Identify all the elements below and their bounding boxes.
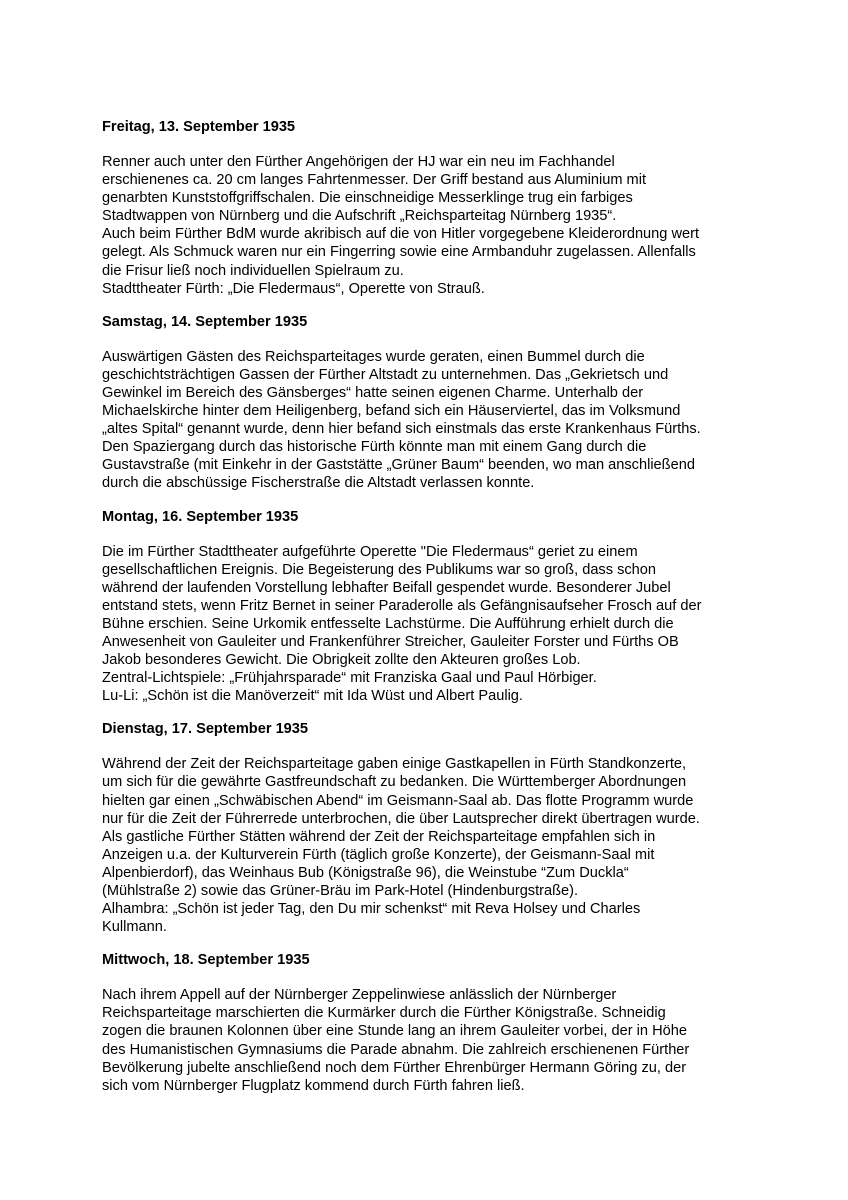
text-line: Den Spaziergang durch das historische Fürth könnte man mit einem Gang durch die <box>102 439 647 456</box>
text-line: zogen die braunen Kolonnen über eine Stunde lang an ihrem Gauleiter vorbei, der in Höhe <box>102 1023 687 1040</box>
text-line: geschichtsträchtigen Gassen der Fürther Altstadt zu unternehmen. Das „Gekrietsch und <box>102 366 669 383</box>
text-line: entstand stets, wenn Fritz Bernet in seiner Paraderolle als Gefängnisaufseher Frosch auf der <box>102 597 702 614</box>
text-line: Gewinkel im Bereich des Gänsberges“ hatte seinen eigenen Charme. Unterhalb der <box>102 384 644 401</box>
text-line: Anwesenheit von Gauleiter und Frankenführer Streicher, Gauleiter Forster und Fürths OB <box>102 633 679 650</box>
entry-date-heading: Mittwoch, 18. September 1935 <box>102 952 310 969</box>
text-line: Michaelskirche hinter dem Heiligenberg, befand sich ein Häuserviertel, das im Volksmund <box>102 403 681 420</box>
entry-date-heading: Dienstag, 17. September 1935 <box>102 721 309 738</box>
text-line: Die im Fürther Stadttheater aufgeführte Operette "Die Fledermaus“ geriet zu einem <box>102 543 638 560</box>
text-line: sich vom Nürnberger Flugplatz kommend durch Fürth fahren ließ. <box>102 1077 525 1094</box>
text-line: Auch beim Fürther BdM wurde akribisch auf die von Hitler vorgegebene Kleiderordnung wert <box>102 226 700 243</box>
text-line: Gustavstraße (mit Einkehr in der Gaststätte „Grüner Baum“ beenden, wo man anschließend <box>102 457 695 474</box>
entry-date-heading: Freitag, 13. September 1935 <box>102 119 296 135</box>
text-line: Bevölkerung jubelte anschließend noch dem Fürther Ehrenbürger Hermann Göring zu, der <box>102 1059 687 1076</box>
text-line: Lu-Li: „Schön ist die Manöverzeit“ mit Ida Wüst und Albert Paulig. <box>102 688 523 705</box>
entry-date-heading: Montag, 16. September 1935 <box>102 508 299 525</box>
entry-body-text <box>102 543 842 706</box>
text-line: genarbten Kunststoffgriffschalen. Die einschneidige Messerklinge trug ein farbiges <box>102 190 633 207</box>
text-line: Reichsparteitage marschierten die Kurmärker durch die Fürther Königstraße. Schneidig <box>102 1005 666 1022</box>
text-line: gesellschaftlichen Ereignis. Die Begeisterung des Publikums war so groß, dass schon <box>102 561 657 578</box>
entry-dienstag-17-september <box>102 720 842 936</box>
entry-mittwoch-18-september <box>102 951 842 1095</box>
text-line: nur für die Zeit der Führerrede unterbrochen, die über Lautsprecher direkt übertragen wurde. <box>102 810 700 827</box>
entry-body-text <box>102 755 842 936</box>
text-line: Alhambra: „Schön ist jeder Tag, den Du mir schenkst“ mit Reva Holsey und Charles <box>102 901 641 918</box>
entry-body-text <box>102 153 842 298</box>
text-line: um sich für die gewährte Gastfreundschaft zu bedanken. Die Württemberger Abordnungen <box>102 774 687 791</box>
entry-body-text <box>102 986 842 1095</box>
entry-freitag-13-september <box>102 118 842 298</box>
text-line: gelegt. Als Schmuck waren nur ein Fingerring sowie eine Armbanduhr zugelassen. Allenfalls <box>102 244 696 261</box>
entry-date-heading: Samstag, 14. September 1935 <box>102 313 308 330</box>
text-line: Anzeigen u.a. der Kulturverein Fürth (täglich große Konzerte), der Geismann-Saal mit <box>102 846 655 863</box>
text-line: „altes Spital“ genannt wurde, denn hier befand sich einstmals das erste Krankenhaus Fürths. <box>102 421 701 438</box>
text-line: Während der Zeit der Reichsparteitage gaben einige Gastkapellen in Fürth Standkonzerte, <box>102 756 687 773</box>
text-line: (Mühlstraße 2) sowie das Grüner-Bräu im Park-Hotel (Hindenburgstraße). <box>102 883 579 899</box>
text-line: Kullmann. <box>102 919 167 936</box>
entry-samstag-14-september <box>102 313 842 493</box>
text-line: Nach ihrem Appell auf der Nürnberger Zeppelinwiese anlässlich der Nürnberger <box>102 987 617 1004</box>
text-line: die Frisur ließ noch individuellen Spielraum zu. <box>102 262 404 279</box>
document-page <box>102 118 842 1110</box>
text-line: Alpenbierdorf), das Weinhaus Bub (Königstraße 96), die Weinstube “Zum Duckla“ <box>102 864 629 881</box>
entry-body-text <box>102 348 842 493</box>
text-line: hielten gar einen „Schwäbischen Abend“ im Geismann-Saal ab. Das flotte Programm wurde <box>102 792 694 809</box>
text-line: während der laufenden Vorstellung lebhafter Beifall gespendet wurde. Besonderer Jubel <box>102 579 671 596</box>
text-line: durch die abschüssige Fischerstraße die Altstadt verlassen konnte. <box>102 475 535 492</box>
entry-montag-16-september <box>102 508 842 706</box>
text-line: Jakob besonderes Gewicht. Die Obrigkeit zollte den Akteuren großes Lob. <box>102 652 581 669</box>
text-line: Stadttheater Fürth: „Die Fledermaus“, Operette von Strauß. <box>102 280 485 297</box>
text-line: Zentral-Lichtspiele: „Frühjahrsparade“ mit Franziska Gaal und Paul Hörbiger. <box>102 670 597 687</box>
text-line: Bühne erschien. Seine Urkomik entfesselte Lachstürme. Die Aufführung erhielt durch die <box>102 615 674 632</box>
text-line: Renner auch unter den Fürther Angehörigen der HJ war ein neu im Fachhandel <box>102 154 615 170</box>
text-line: Auswärtigen Gästen des Reichsparteitages wurde geraten, einen Bummel durch die <box>102 348 645 365</box>
text-line: Als gastliche Fürther Stätten während der Zeit der Reichsparteitage empfahlen sich in <box>102 828 656 845</box>
text-line: des Humanistischen Gymnasiums die Parade abnahm. Die zahlreich erschienenen Fürther <box>102 1041 690 1058</box>
text-line: erschienenes ca. 20 cm langes Fahrtenmesser. Der Griff bestand aus Aluminium mit <box>102 172 647 189</box>
text-line: Stadtwappen von Nürnberg und die Aufschrift „Reichsparteitag Nürnberg 1935“. <box>102 208 617 225</box>
